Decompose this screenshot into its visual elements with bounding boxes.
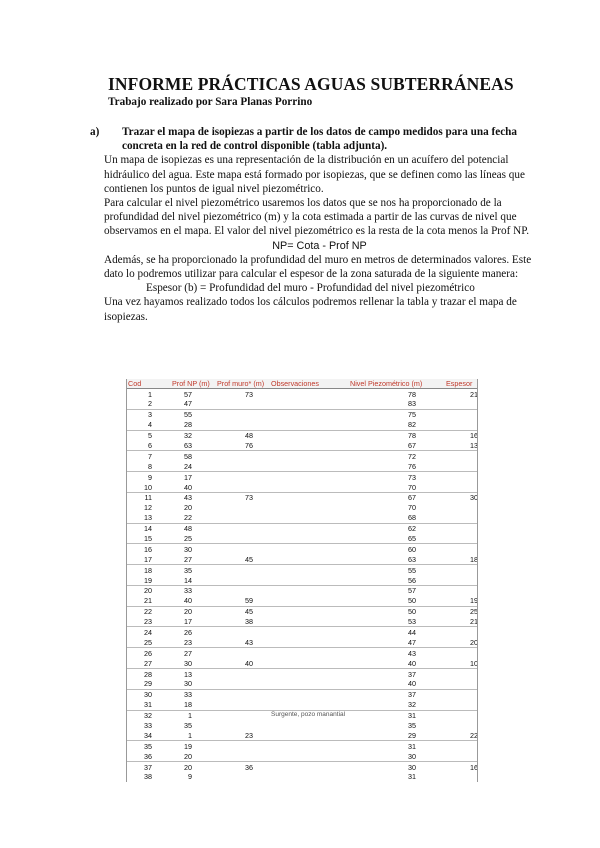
- cell-cod: 3: [148, 410, 152, 420]
- cell-niv: 78: [408, 389, 416, 399]
- table-row: [126, 648, 478, 658]
- table-body: [126, 389, 478, 782]
- cell-cod: 6: [148, 440, 152, 450]
- table-row: [126, 451, 478, 461]
- cell-np: 30: [184, 679, 192, 689]
- cell-cod: 16: [144, 544, 152, 554]
- cell-cod: 21: [144, 596, 152, 606]
- cell-esp: 21: [470, 617, 478, 627]
- cell-niv: 29: [408, 730, 416, 740]
- cell-cod: 29: [144, 679, 152, 689]
- table-row: [126, 762, 478, 772]
- cell-cod: 37: [144, 762, 152, 772]
- cell-niv: 35: [408, 721, 416, 730]
- cell-niv: 83: [408, 399, 416, 409]
- section-body: [90, 153, 535, 323]
- cell-niv: 56: [408, 575, 416, 585]
- cell-np: 32: [184, 431, 192, 441]
- cell-cod: 33: [144, 721, 152, 730]
- cell-niv: 47: [408, 637, 416, 647]
- paragraph-1: Un mapa de isopiezas es una representación de la distribución en un acuífero del potencial hidráulico del agua. Este mapa está formado por isopiezas, que se definen como las líneas que contienen los puntos de igual nivel piezométrico.: [104, 154, 525, 195]
- cell-cod: 11: [144, 493, 152, 503]
- cell-niv: 67: [408, 440, 416, 450]
- cell-niv: 73: [408, 472, 416, 482]
- cell-niv: 31: [408, 772, 416, 782]
- cell-muro: 45: [245, 607, 253, 617]
- table-row: [126, 503, 478, 513]
- cell-esp: 16: [470, 762, 478, 772]
- header-prof-muro: Prof muro* (m): [217, 379, 265, 388]
- table-row: [126, 554, 478, 565]
- cell-esp: 22: [470, 730, 478, 740]
- cell-niv: 67: [408, 493, 416, 503]
- cell-cod: 12: [144, 503, 152, 513]
- cell-muro: 38: [245, 617, 253, 627]
- cell-np: 1: [188, 730, 192, 740]
- cell-muro: 40: [245, 658, 253, 668]
- table-row: [126, 586, 478, 596]
- cell-np: 27: [184, 648, 192, 658]
- cell-niv: 30: [408, 762, 416, 772]
- cell-cod: 10: [144, 482, 152, 492]
- cell-cod: 15: [144, 533, 152, 543]
- cell-muro: 23: [245, 730, 253, 740]
- cell-np: 35: [184, 721, 192, 730]
- cell-np: 28: [184, 420, 192, 430]
- table-row: [126, 607, 478, 617]
- cell-np: 40: [184, 596, 192, 606]
- cell-niv: 32: [408, 700, 416, 710]
- cell-niv: 70: [408, 503, 416, 513]
- cell-cod: 2: [148, 399, 152, 409]
- cell-np: 58: [184, 451, 192, 461]
- cell-muro: 48: [245, 431, 253, 441]
- table-row: [126, 513, 478, 524]
- cell-niv: 30: [408, 751, 416, 761]
- cell-cod: 35: [144, 741, 152, 751]
- cell-niv: 44: [408, 627, 416, 637]
- cell-cod: 8: [148, 461, 152, 471]
- cell-cod: 7: [148, 451, 152, 461]
- cell-np: 26: [184, 627, 192, 637]
- cell-np: 48: [184, 524, 192, 534]
- cell-np: 19: [184, 741, 192, 751]
- cell-niv: 37: [408, 669, 416, 679]
- cell-cod: 1: [148, 389, 152, 399]
- cell-cod: 5: [148, 431, 152, 441]
- cell-niv: 50: [408, 596, 416, 606]
- equation-np: NP= Cota - Prof NP: [272, 239, 367, 252]
- table-row: [126, 410, 478, 420]
- table-row: [126, 669, 478, 679]
- cell-cod: 26: [144, 648, 152, 658]
- cell-np: 17: [184, 472, 192, 482]
- cell-cod: 32: [144, 711, 152, 721]
- table-row: [126, 679, 478, 690]
- cell-cod: 38: [144, 772, 152, 782]
- cell-niv: 78: [408, 431, 416, 441]
- cell-esp: 21: [470, 389, 478, 399]
- cell-cod: 25: [144, 637, 152, 647]
- table-row: [126, 431, 478, 441]
- cell-np: 9: [188, 772, 192, 782]
- table-row: [126, 637, 478, 648]
- cell-np: 17: [184, 617, 192, 627]
- table-row: [126, 700, 478, 711]
- paragraph-2: Para calcular el nivel piezométrico usaremos los datos que se nos ha proporcionado de la profundidad del nivel piezométrico (m) y la cota estimada a partir de las curvas de nivel que observamos en el mapa. El valor del nivel piezométrico es la resta de la cota menos la Prof NP.: [104, 197, 529, 238]
- header-nivel: Nivel Piezométrico (m): [350, 379, 423, 388]
- cell-np: 24: [184, 461, 192, 471]
- cell-cod: 13: [144, 513, 152, 523]
- cell-obs: Surgente, pozo manantial: [271, 711, 346, 719]
- cell-np: 57: [184, 389, 192, 399]
- cell-niv: 62: [408, 524, 416, 534]
- cell-cod: 23: [144, 617, 152, 627]
- cell-np: 1: [188, 711, 192, 721]
- cell-muro: 45: [245, 554, 253, 564]
- cell-cod: 34: [144, 730, 152, 740]
- cell-esp: 20: [470, 637, 478, 647]
- header-prof-np: Prof NP (m): [172, 379, 210, 388]
- cell-muro: 76: [245, 440, 253, 450]
- cell-niv: 40: [408, 679, 416, 689]
- table-row: [126, 565, 478, 575]
- table-row: [126, 575, 478, 586]
- section-heading-text: Trazar el mapa de isopiezas a partir de los datos de campo medidos para una fecha concreta en la red de control disponible (tabla adjunta).: [122, 126, 517, 153]
- cell-cod: 9: [148, 472, 152, 482]
- cell-np: 30: [184, 544, 192, 554]
- header-observaciones: Observaciones: [271, 379, 319, 388]
- cell-niv: 82: [408, 420, 416, 430]
- cell-np: 30: [184, 658, 192, 668]
- cell-niv: 60: [408, 544, 416, 554]
- cell-muro: 59: [245, 596, 253, 606]
- cell-cod: 30: [144, 690, 152, 700]
- cell-cod: 19: [144, 575, 152, 585]
- cell-esp: 30: [470, 493, 478, 503]
- cell-cod: 36: [144, 751, 152, 761]
- table-row: [126, 721, 478, 731]
- cell-esp: 13: [470, 440, 478, 450]
- cell-np: 20: [184, 751, 192, 761]
- cell-np: 33: [184, 690, 192, 700]
- cell-niv: 53: [408, 617, 416, 627]
- cell-cod: 31: [144, 700, 152, 710]
- table-row: [126, 440, 478, 451]
- cell-np: 40: [184, 482, 192, 492]
- cell-np: 14: [184, 575, 192, 585]
- cell-esp: 18: [470, 554, 478, 564]
- cell-np: 22: [184, 513, 192, 523]
- author-line: Trabajo realizado por Sara Planas Porrino: [108, 96, 313, 108]
- table-row: [126, 493, 478, 503]
- paragraph-3: Además, se ha proporcionado la profundidad del muro en metros de determinados valores. Este dato lo podremos utilizar para calcular el espesor de la zona saturada de la siguiente manera:: [104, 253, 532, 281]
- cell-np: 20: [184, 762, 192, 772]
- table-row: [126, 482, 478, 493]
- equation-espesor: Espesor (b) = Profundidad del muro - Profundidad del nivel piezométrico: [146, 282, 475, 295]
- cell-np: 23: [184, 637, 192, 647]
- cell-niv: 68: [408, 513, 416, 523]
- table-row: [126, 544, 478, 554]
- cell-esp: 19: [470, 596, 478, 606]
- cell-muro: 36: [245, 762, 253, 772]
- header-cod: Cod: [128, 379, 142, 388]
- cell-np: 43: [184, 493, 192, 503]
- cell-cod: 22: [144, 607, 152, 617]
- table-row: [126, 399, 478, 410]
- cell-niv: 40: [408, 658, 416, 668]
- cell-esp: 16: [470, 431, 478, 441]
- table-row: [126, 711, 478, 721]
- table-row: [126, 533, 478, 544]
- cell-cod: 20: [144, 586, 152, 596]
- table-row: [126, 389, 478, 399]
- section-a: [90, 125, 535, 324]
- cell-muro: 73: [245, 389, 253, 399]
- table-row: [126, 772, 478, 782]
- table-row: [126, 524, 478, 534]
- table-row: [126, 627, 478, 637]
- cell-niv: 43: [408, 648, 416, 658]
- section-letter: a): [90, 126, 100, 138]
- cell-niv: 31: [408, 741, 416, 751]
- cell-np: 18: [184, 700, 192, 710]
- paragraph-4: Una vez hayamos realizado todos los cálculos podremos rellenar la tabla y trazar el mapa de isopiezas.: [104, 296, 517, 323]
- cell-np: 27: [184, 554, 192, 564]
- cell-niv: 37: [408, 690, 416, 700]
- cell-esp: 10: [470, 658, 478, 668]
- table-row: [126, 751, 478, 762]
- cell-np: 35: [184, 565, 192, 575]
- table-row: [126, 420, 478, 431]
- cell-np: 20: [184, 607, 192, 617]
- cell-np: 20: [184, 503, 192, 513]
- cell-muro: 43: [245, 637, 253, 647]
- cell-cod: 28: [144, 669, 152, 679]
- table-row: [126, 690, 478, 700]
- cell-niv: 76: [408, 461, 416, 471]
- cell-niv: 70: [408, 482, 416, 492]
- cell-np: 33: [184, 586, 192, 596]
- cell-np: 25: [184, 533, 192, 543]
- header-espesor: Espesor: [446, 379, 473, 388]
- cell-niv: 65: [408, 533, 416, 543]
- cell-cod: 18: [144, 565, 152, 575]
- cell-cod: 17: [144, 554, 152, 564]
- cell-cod: 14: [144, 524, 152, 534]
- document-header: [108, 74, 533, 109]
- cell-esp: 25: [470, 607, 478, 617]
- table-row: [126, 472, 478, 482]
- cell-niv: 55: [408, 565, 416, 575]
- table-row: [126, 617, 478, 628]
- cell-muro: 73: [245, 493, 253, 503]
- table-row: [126, 730, 478, 741]
- cell-np: 47: [184, 399, 192, 409]
- cell-cod: 24: [144, 627, 152, 637]
- cell-cod: 4: [148, 420, 152, 430]
- cell-np: 13: [184, 669, 192, 679]
- cell-niv: 63: [408, 554, 416, 564]
- cell-niv: 72: [408, 451, 416, 461]
- table-header: [126, 379, 478, 389]
- data-table: [126, 379, 478, 782]
- table-row: [126, 596, 478, 607]
- table-row: [126, 658, 478, 669]
- cell-niv: 31: [408, 711, 416, 721]
- cell-np: 63: [184, 440, 192, 450]
- table-row: [126, 461, 478, 472]
- cell-np: 55: [184, 410, 192, 420]
- cell-cod: 27: [144, 658, 152, 668]
- cell-niv: 50: [408, 607, 416, 617]
- section-heading: [90, 125, 535, 153]
- cell-niv: 75: [408, 410, 416, 420]
- table-row: [126, 741, 478, 751]
- cell-niv: 57: [408, 586, 416, 596]
- page-title: INFORME PRÁCTICAS AGUAS SUBTERRÁNEAS: [108, 74, 514, 94]
